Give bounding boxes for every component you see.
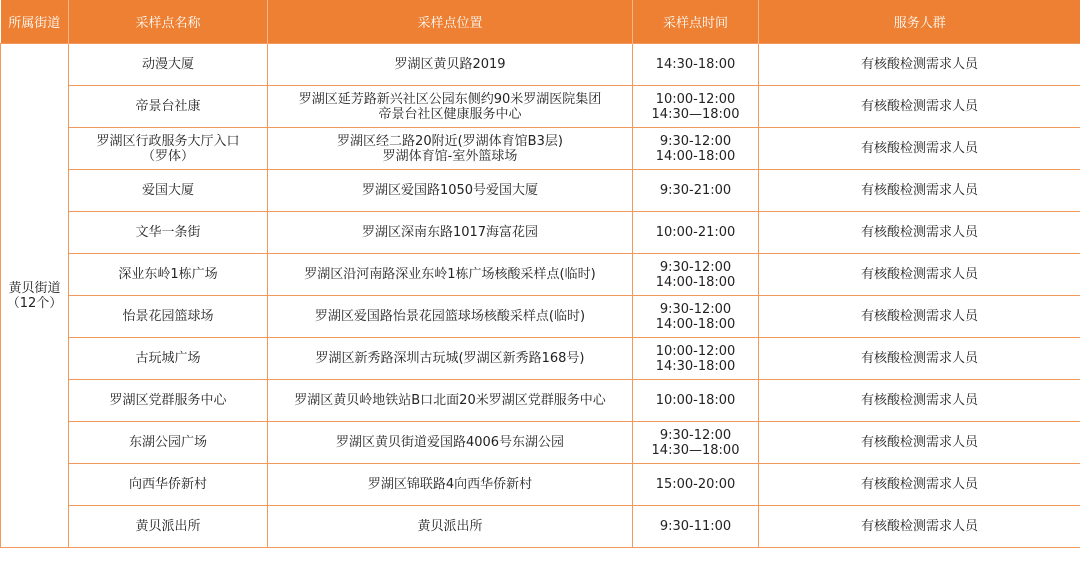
street-cell	[1, 44, 69, 548]
header-site-location: 采样点位置	[268, 0, 633, 44]
site-name-line: 古玩城广场	[135, 351, 201, 366]
site-location-cell	[268, 464, 633, 506]
site-time-line: 9:30-11:00	[659, 519, 732, 534]
site-location-line: 罗湖区黄贝岭地铁站B口北面20米罗湖区党群服务中心	[294, 393, 606, 408]
site-name-cell	[69, 212, 268, 254]
site-name-line: 罗湖区党群服务中心	[109, 393, 227, 408]
site-time-cell	[633, 296, 759, 338]
site-name-cell	[69, 254, 268, 296]
service-group-cell: 有核酸检测需求人员	[759, 254, 1080, 296]
header-site-time: 采样点时间	[633, 0, 759, 44]
site-location-line: 罗湖区爱国路怡景花园篮球场核酸采样点(临时)	[314, 309, 586, 324]
site-name-line: （罗体）	[141, 148, 194, 164]
site-location-line: 罗湖区黄贝路2019	[394, 57, 506, 72]
header-service-group: 服务人群	[759, 0, 1080, 44]
table-row	[1, 254, 1080, 296]
site-name-line: 深业东岭1栋广场	[118, 267, 218, 282]
site-time-line: 9:30-21:00	[659, 183, 732, 198]
site-time-line: 10:00-12:00	[655, 91, 736, 107]
service-group-cell: 有核酸检测需求人员	[759, 212, 1080, 254]
site-location-line: 帝景台社区健康服务中心	[378, 106, 522, 122]
table-row	[1, 464, 1080, 506]
site-time-line: 14:30—18:00	[651, 442, 740, 458]
site-time-cell	[633, 506, 759, 548]
site-time-cell	[633, 464, 759, 506]
service-group-cell: 有核酸检测需求人员	[759, 170, 1080, 212]
street-line: 黄贝街道	[8, 280, 61, 296]
site-location-cell	[268, 422, 633, 464]
site-time-cell	[633, 44, 759, 86]
site-time-line: 10:00-12:00	[655, 343, 736, 359]
table-row	[1, 212, 1080, 254]
table-header-row	[1, 0, 1080, 44]
site-location-cell	[268, 86, 633, 128]
site-name-cell	[69, 506, 268, 548]
service-group-cell: 有核酸检测需求人员	[759, 86, 1080, 128]
site-location-line: 罗湖区经二路20附近(罗湖体育馆B3层)	[337, 133, 563, 149]
service-group-cell: 有核酸检测需求人员	[759, 44, 1080, 86]
site-location-cell	[268, 254, 633, 296]
site-name-line: 黄贝派出所	[135, 519, 201, 534]
site-location-line: 罗湖区延芳路新兴社区公园东侧约90米罗湖医院集团	[298, 91, 602, 107]
site-name-cell	[69, 86, 268, 128]
site-location-line: 黄贝派出所	[417, 519, 483, 534]
site-location-line: 罗湖区新秀路深圳古玩城(罗湖区新秀路168号)	[315, 351, 585, 366]
site-name-line: 向西华侨新村	[128, 477, 207, 492]
service-group-cell: 有核酸检测需求人员	[759, 422, 1080, 464]
site-time-cell	[633, 254, 759, 296]
table-row	[1, 170, 1080, 212]
table-row	[1, 380, 1080, 422]
service-group-cell: 有核酸检测需求人员	[759, 128, 1080, 170]
table-row	[1, 86, 1080, 128]
site-location-line: 罗湖区深南东路1017海富花园	[361, 225, 539, 240]
table-row	[1, 296, 1080, 338]
site-time-cell	[633, 338, 759, 380]
site-time-cell	[633, 380, 759, 422]
site-location-cell	[268, 128, 633, 170]
site-location-cell	[268, 44, 633, 86]
site-time-cell	[633, 212, 759, 254]
site-location-line: 罗湖区锦联路4向西华侨新村	[367, 477, 533, 492]
service-group-cell: 有核酸检测需求人员	[759, 338, 1080, 380]
site-time-line: 10:00-21:00	[655, 225, 736, 240]
site-time-line: 9:30-12:00	[659, 301, 732, 317]
table-row	[1, 128, 1080, 170]
header-site-name: 采样点名称	[69, 0, 268, 44]
site-location-line: 罗湖体育馆-室外篮球场	[382, 148, 518, 164]
site-time-line: 14:30—18:00	[651, 106, 740, 122]
site-location-cell	[268, 212, 633, 254]
site-time-line: 14:00-18:00	[655, 274, 736, 290]
table-row	[1, 422, 1080, 464]
site-location-cell	[268, 380, 633, 422]
service-group-cell: 有核酸检测需求人员	[759, 296, 1080, 338]
site-time-line: 14:30-18:00	[655, 57, 736, 72]
site-time-line: 9:30-12:00	[659, 427, 732, 443]
street-line: （12个）	[6, 295, 63, 311]
site-location-cell	[268, 170, 633, 212]
site-time-line: 15:00-20:00	[655, 477, 736, 492]
table-row	[1, 506, 1080, 548]
header-street: 所属街道	[1, 0, 69, 44]
site-time-line: 14:00-18:00	[655, 148, 736, 164]
table-row	[1, 44, 1080, 86]
site-time-line: 14:30-18:00	[655, 358, 736, 374]
site-name-cell	[69, 380, 268, 422]
site-location-cell	[268, 338, 633, 380]
site-name-cell	[69, 170, 268, 212]
site-time-line: 9:30-12:00	[659, 259, 732, 275]
site-location-line: 罗湖区沿河南路深业东岭1栋广场核酸采样点(临时)	[304, 267, 596, 282]
site-time-line: 10:00-18:00	[655, 393, 736, 408]
site-name-line: 爱国大厦	[141, 183, 194, 198]
site-name-cell	[69, 422, 268, 464]
site-name-line: 动漫大厦	[141, 57, 194, 72]
site-name-cell	[69, 44, 268, 86]
site-location-cell	[268, 506, 633, 548]
site-name-line: 怡景花园篮球场	[122, 309, 214, 324]
site-time-cell	[633, 422, 759, 464]
table-row	[1, 338, 1080, 380]
site-time-line: 14:00-18:00	[655, 316, 736, 332]
site-name-line: 文华一条街	[135, 225, 201, 240]
site-time-cell	[633, 86, 759, 128]
site-name-line: 帝景台社康	[135, 99, 201, 114]
service-group-cell: 有核酸检测需求人员	[759, 464, 1080, 506]
site-name-line: 东湖公园广场	[128, 435, 207, 450]
service-group-cell: 有核酸检测需求人员	[759, 506, 1080, 548]
service-group-cell: 有核酸检测需求人员	[759, 380, 1080, 422]
site-location-line: 罗湖区爱国路1050号爱国大厦	[361, 183, 539, 198]
site-name-cell	[69, 128, 268, 170]
site-time-cell	[633, 128, 759, 170]
site-name-cell	[69, 464, 268, 506]
site-name-cell	[69, 338, 268, 380]
site-time-line: 9:30-12:00	[659, 133, 732, 149]
site-name-cell	[69, 296, 268, 338]
site-location-line: 罗湖区黄贝街道爱国路4006号东湖公园	[335, 435, 565, 450]
site-location-cell	[268, 296, 633, 338]
site-time-cell	[633, 170, 759, 212]
site-name-line: 罗湖区行政服务大厅入口	[96, 133, 240, 149]
